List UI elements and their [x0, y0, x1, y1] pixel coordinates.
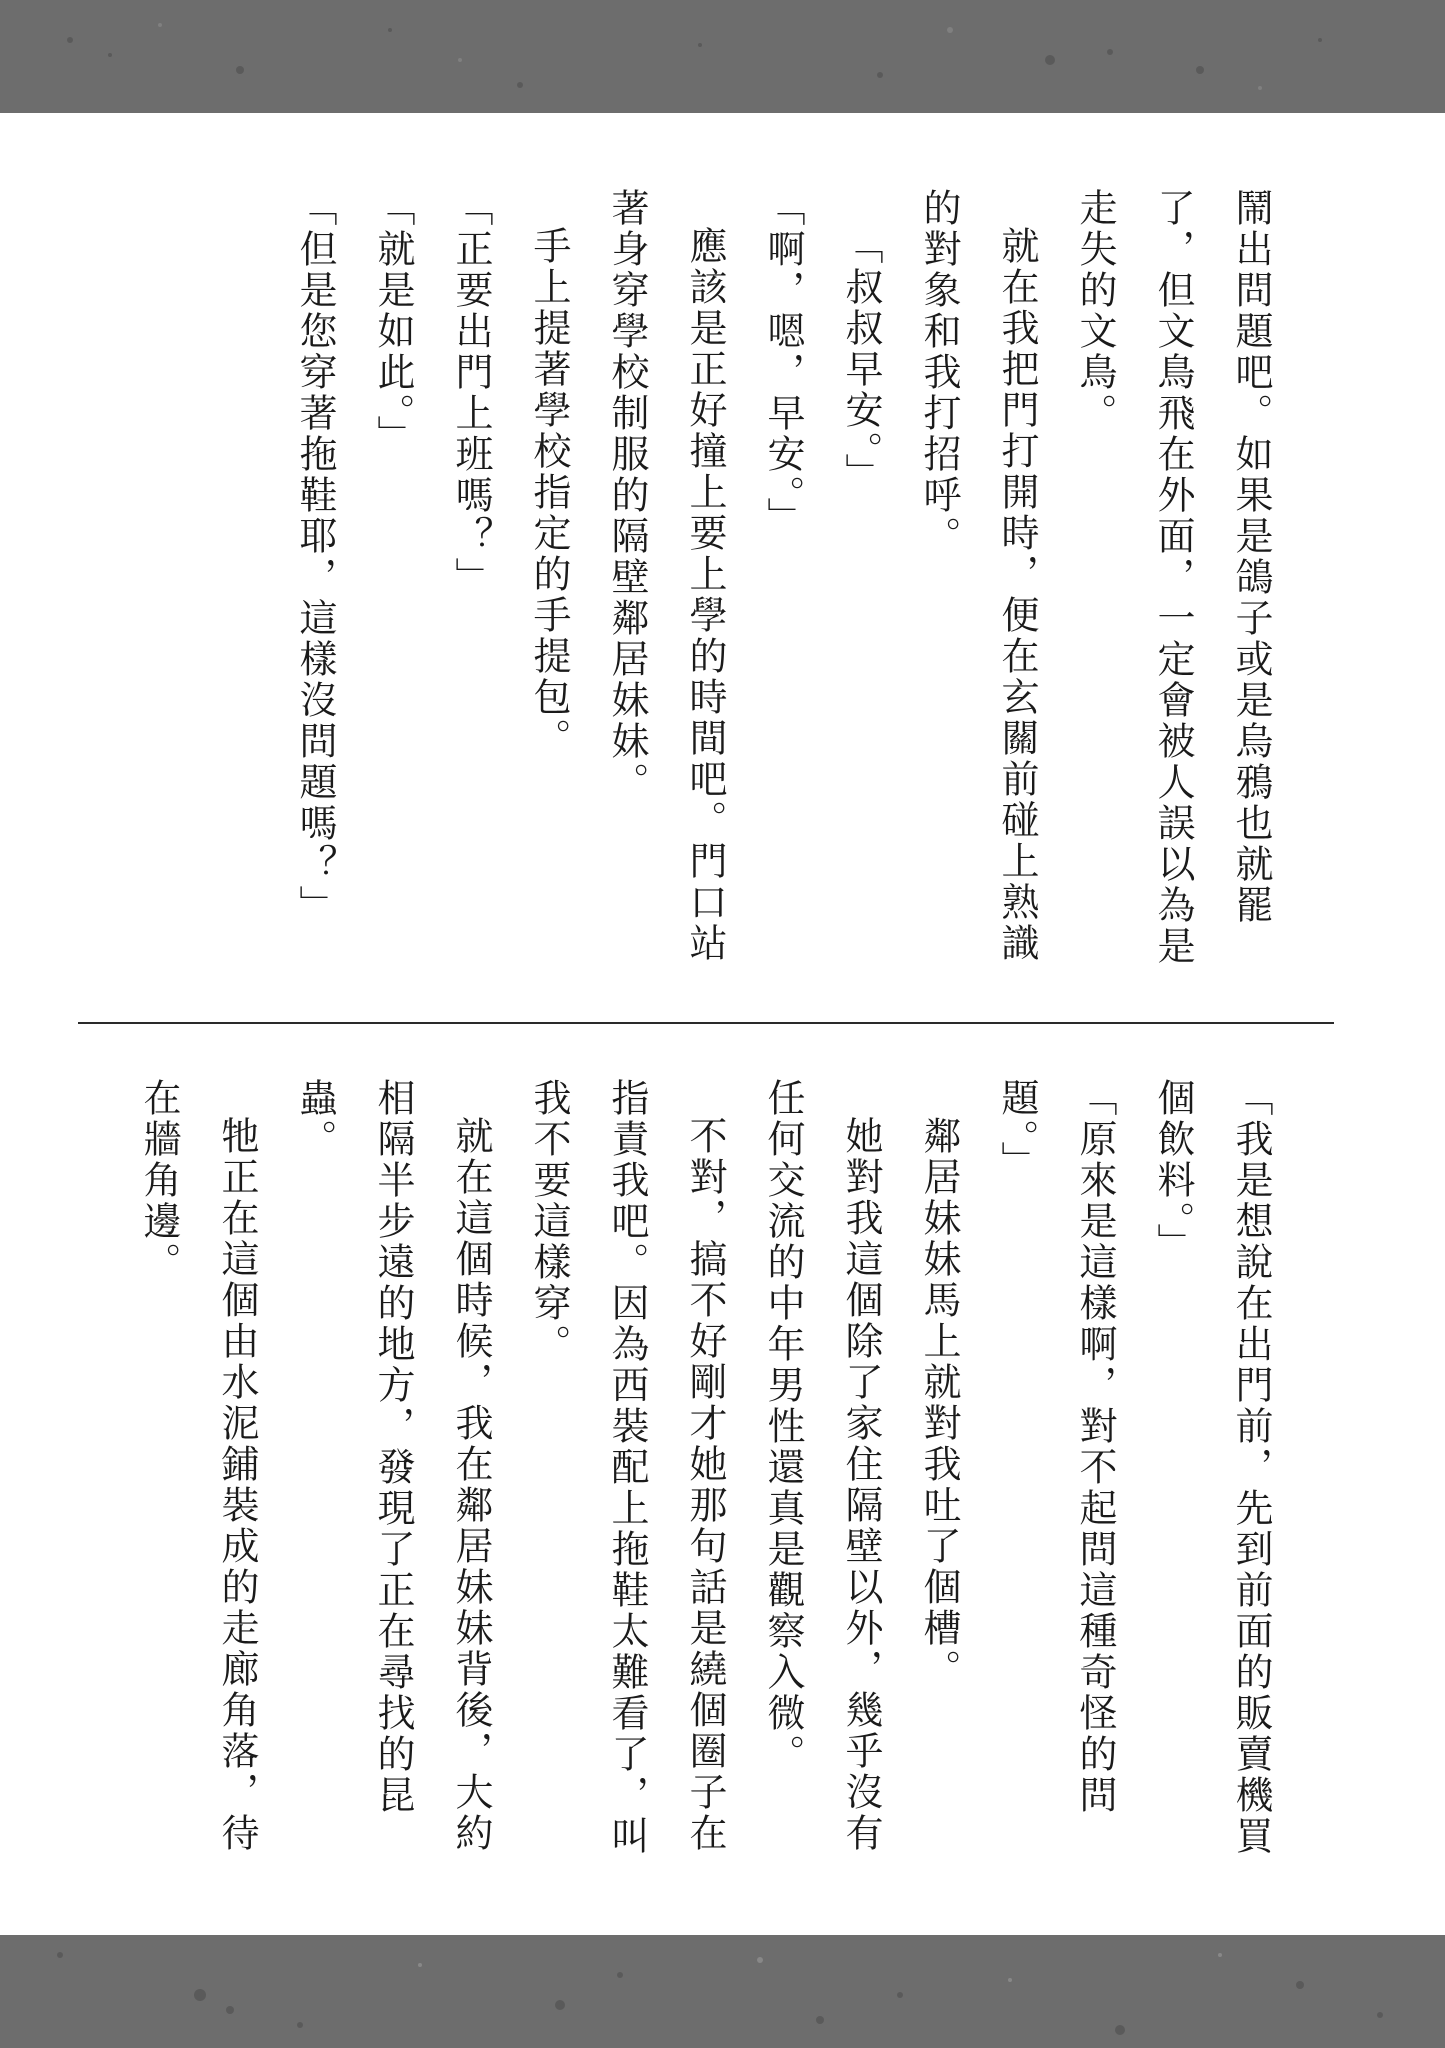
paragraph: 不對，搞不好剛才她那句話是繞個圈子在指責我吧。因為西裝配上拖鞋太難看了，叫我不要這樣穿。 [527, 1078, 727, 1857]
paragraph: 「啊，嗯，早安。」 [761, 188, 805, 538]
paragraph: 「叔叔早安。」 [839, 226, 883, 494]
paragraph: 鄰居妹妹馬上就對我吐了個槽。 [917, 1116, 961, 1690]
paragraph: 牠正在這個由水泥鋪裝成的走廊角落，待在牆角邊。 [137, 1078, 259, 1854]
grunge-footer-band [0, 1935, 1445, 2048]
paragraph: 「就是如此。」 [371, 188, 415, 456]
grunge-header-band [0, 0, 1445, 113]
paragraph: 「正要出門上班嗎？」 [449, 188, 493, 598]
bottom-text-block [130, 1078, 1290, 1878]
paragraph: 「原來是這樣啊，對不起問這種奇怪的問題。」 [995, 1078, 1117, 1816]
paragraph: 就在這個時候，我在鄰居妹妹背後，大約相隔半步遠的地方，發現了正在尋找的昆蟲。 [293, 1078, 493, 1854]
paragraph: 「但是您穿著拖鞋耶，這樣沒問題嗎？」 [293, 188, 337, 926]
paragraph: 「我是想說在出門前，先到前面的販賣機買個飲料。」 [1151, 1078, 1273, 1857]
paragraph: 手上提著學校指定的手提包。 [527, 226, 571, 759]
top-text-block [130, 188, 1290, 968]
paragraph: 她對我這個除了家住隔壁以外，幾乎沒有任何交流的中年男性還真是觀察入微。 [761, 1078, 883, 1854]
paragraph: 就在我把門打開時，便在玄關前碰上熟識的對象和我打招呼。 [917, 188, 1039, 964]
grunge-texture [0, 1935, 1445, 2048]
grunge-texture [0, 0, 1445, 113]
section-divider [78, 1022, 1334, 1024]
paragraph: 鬧出問題吧。如果是鴿子或是烏鴉也就罷了，但文鳥飛在外面，一定會被人誤以為是走失的文鳥。 [1073, 188, 1273, 967]
paragraph: 應該是正好撞上要上學的時間吧。門口站著身穿學校制服的隔壁鄰居妹妹。 [605, 188, 727, 964]
